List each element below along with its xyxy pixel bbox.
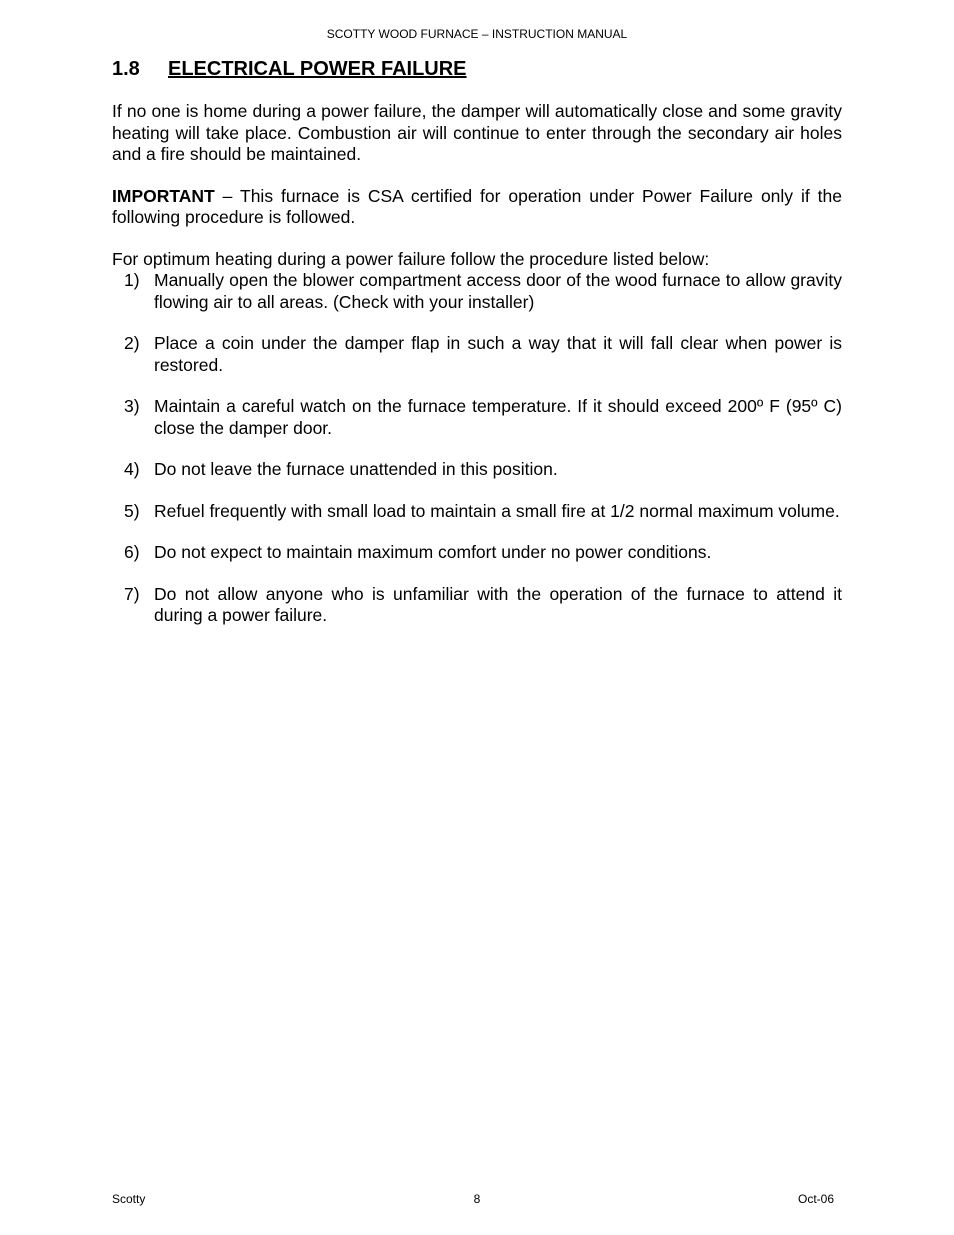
section-number: 1.8: [112, 58, 140, 80]
step-text: Manually open the blower compartment access door of the wood furnace to allow gravity flowing air to all areas. (Check with your installer): [154, 270, 842, 312]
step-number: 1): [124, 270, 140, 290]
paragraph-procedure-intro: For optimum heating during a power failure follow the procedure listed below:: [112, 248, 710, 269]
step-number: 7): [124, 583, 140, 604]
list-item: [112, 396, 842, 439]
procedure-list: [112, 270, 842, 627]
step-text: Maintain a careful watch on the furnace temperature. If it should exceed 200º F (95º C) close the damper door.: [154, 396, 842, 438]
important-text: – This furnace is CSA certified for operation under Power Failure only if the following procedure is followed.: [112, 185, 842, 227]
footer-brand: Scotty: [112, 1192, 146, 1206]
footer-date: Oct-06: [797, 1192, 834, 1206]
step-text: Do not leave the furnace unattended in this position.: [154, 459, 558, 479]
list-item: [112, 542, 842, 564]
step-text: Do not expect to maintain maximum comfort under no power conditions.: [154, 542, 712, 562]
list-item: [112, 584, 842, 627]
list-item: [112, 270, 842, 313]
important-label: IMPORTANT: [112, 185, 215, 206]
step-text: Do not allow anyone who is unfamiliar with the operation of the furnace to attend it during a power failure.: [154, 583, 842, 625]
step-number: 6): [124, 542, 140, 562]
running-header: SCOTTY WOOD FURNACE – INSTRUCTION MANUAL: [326, 27, 628, 41]
step-number: 4): [124, 459, 140, 479]
section-title: ELECTRICAL POWER FAILURE: [168, 58, 467, 80]
step-number: 3): [124, 396, 140, 416]
step-text: Refuel frequently with small load to maintain a small fire at 1/2 normal maximum volume.: [154, 500, 840, 521]
list-item: [112, 333, 842, 376]
step-text: Place a coin under the damper flap in such a way that it will fall clear when power is restored.: [154, 333, 842, 375]
paragraph-power-failure: If no one is home during a power failure, the damper will automatically close and some gravity heating will take place. Combustion air will continue to enter through the secondary air holes and a fire should be maintained.: [112, 101, 842, 164]
list-item: [112, 501, 842, 523]
step-number: 2): [124, 333, 140, 353]
footer-page-number: 8: [473, 1192, 481, 1206]
paragraph-important: [112, 186, 842, 229]
step-number: 5): [124, 500, 140, 521]
section-body: [112, 101, 842, 647]
section-heading: [112, 56, 467, 82]
list-item: [112, 459, 842, 481]
